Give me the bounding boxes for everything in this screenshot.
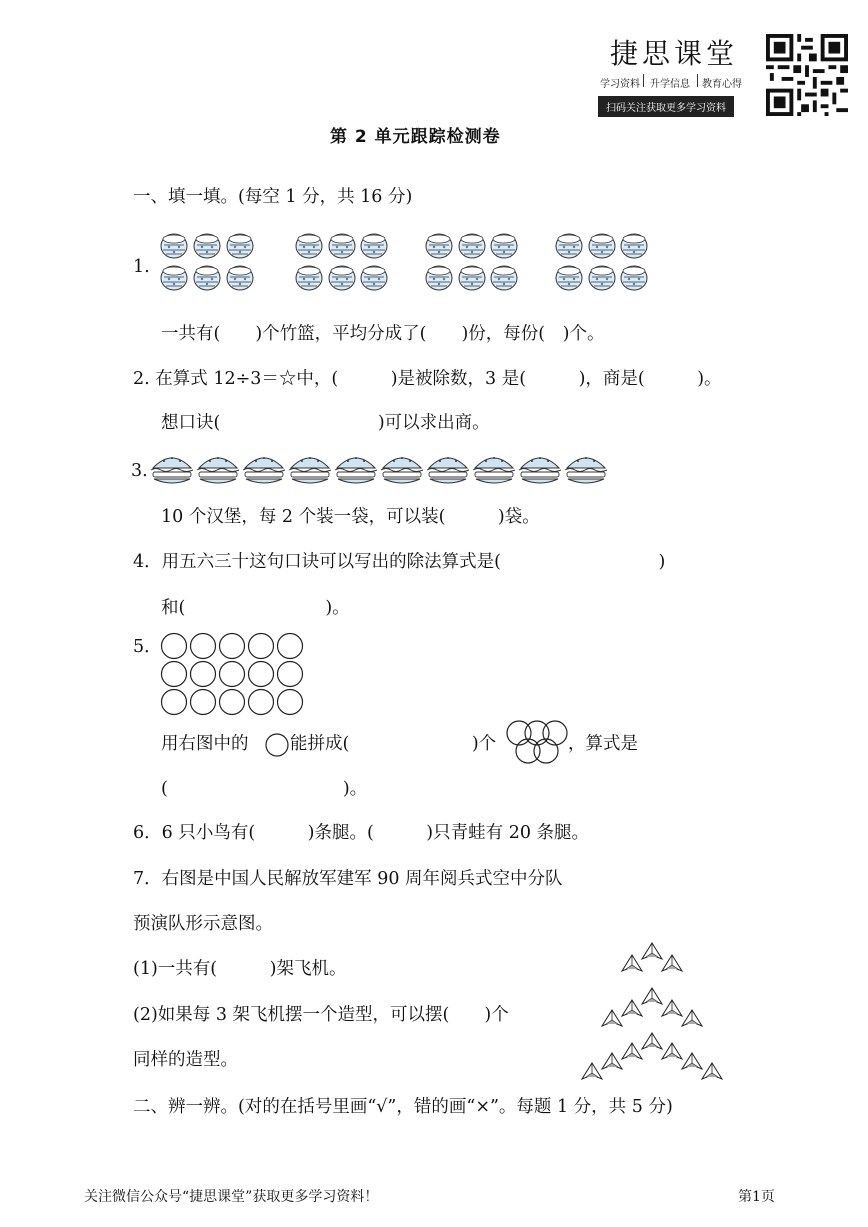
q6-text: 6．6 只小鸟有( )条腿。( )只青蛙有 20 条腿。 xyxy=(133,823,590,843)
basket-group-3 xyxy=(426,234,517,290)
airplane-formation-image xyxy=(580,935,730,1090)
brand-tag-1: 学习资料 xyxy=(600,79,640,90)
olympic-rings-icon xyxy=(505,718,569,768)
q2-line1: 2. 在算式 12÷3＝☆中，( )是被除数，3 是( )，商是( )。 xyxy=(133,369,722,389)
q7-line2: 预演队形示意图。 xyxy=(133,914,273,934)
q5-text-a: 用右图中的 xyxy=(161,734,249,754)
circles-grid-image xyxy=(158,630,310,720)
hamburgers-image xyxy=(150,448,610,488)
basket-group-4 xyxy=(556,234,647,290)
formation-row-3 xyxy=(582,1033,722,1079)
q5-number: 5． xyxy=(133,637,162,657)
page-number: 第1页 xyxy=(738,1189,775,1205)
q2-line2: 想口诀( )可以求出商。 xyxy=(161,413,490,433)
footer-note: 关注微信公众号“捷思课堂”获取更多学习资料！ xyxy=(84,1189,379,1205)
q7-sub2: (2)如果每 3 架飞机摆一个造型，可以摆( )个 xyxy=(133,1005,509,1025)
q1-number: 1. xyxy=(133,257,150,277)
basket-group-2 xyxy=(296,234,387,290)
brand-divider xyxy=(643,74,644,87)
q5-text-b: 能拼成( )个 xyxy=(290,734,497,754)
brand-divider xyxy=(697,74,698,87)
brand-bar: 扫码关注获取更多学习资料 xyxy=(598,96,734,117)
q4-line2: 和( )。 xyxy=(161,598,350,618)
q1-text: 一共有( )个竹篮，平均分成了( )份，每份( )个。 xyxy=(161,324,605,344)
formation-row-2 xyxy=(602,988,702,1026)
q7-sub1: (1)一共有( )架飞机。 xyxy=(133,959,347,979)
brand-tag-3: 教育心得 xyxy=(702,79,742,90)
section2-heading: 二、辨一辨。(对的在括号里画“√”，错的画“×”。每题 1 分，共 5 分) xyxy=(133,1097,673,1117)
q5-line2: ( )。 xyxy=(161,779,368,799)
page-title: 第 2 单元跟踪检测卷 xyxy=(330,127,501,147)
basket-groups-image xyxy=(160,233,660,297)
basket-group-1 xyxy=(161,234,253,290)
q3-number: 3. xyxy=(131,461,148,481)
brand-tag-2: 升学信息 xyxy=(650,79,690,90)
qr-code-icon[interactable] xyxy=(766,34,848,116)
q4-line1: 4．用五六三十这句口诀可以写出的除法算式是( ) xyxy=(133,552,666,572)
formation-row-1 xyxy=(622,943,682,971)
single-circle-icon xyxy=(264,732,290,758)
q5-text-c: ，算式是 xyxy=(568,734,638,754)
q7-line1: 7．右图是中国人民解放军建军 90 周年阅兵式空中分队 xyxy=(133,869,563,889)
q3-text: 10 个汉堡，每 2 个装一袋，可以装( )袋。 xyxy=(161,507,540,527)
q7-sub2b: 同样的造型。 xyxy=(133,1050,238,1070)
section1-heading: 一、填一填。(每空 1 分，共 16 分) xyxy=(133,187,413,207)
brand-name: 捷思课堂 xyxy=(610,37,739,70)
